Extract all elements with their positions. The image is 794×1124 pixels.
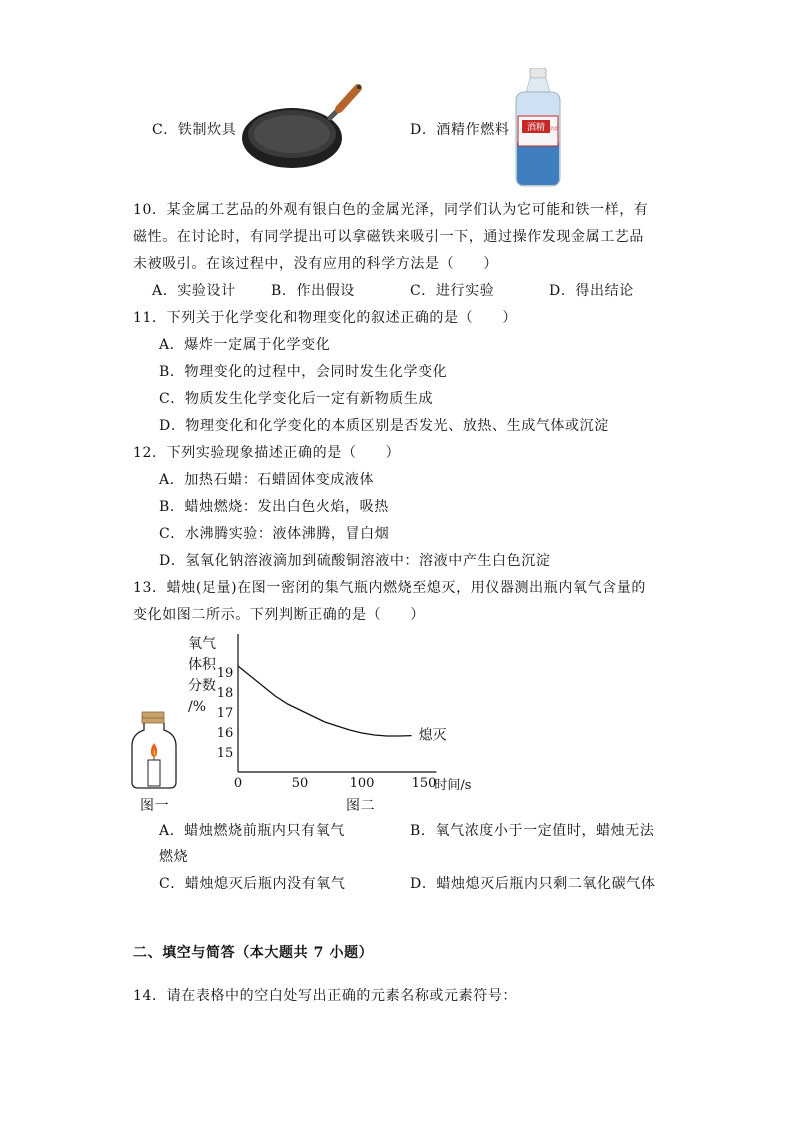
extinguish-annotation: 熄灭 [418, 727, 447, 744]
q9-option-c: C．铁制炊具 [152, 122, 237, 138]
q10-option-a: A．实验设计 [152, 283, 236, 299]
x-tick-label: 50 [291, 776, 309, 791]
q11-option-c: C．物质发生化学变化后一定有新物质生成 [159, 391, 434, 407]
q11-stem: 11．下列关于化学变化和物理变化的叙述正确的是（ ） [133, 310, 518, 326]
frying-pan-image [240, 80, 365, 175]
q12-option-a: A．加热石蜡：石蜡固体变成液体 [159, 472, 375, 488]
q12-option-d: D．氢氧化钠溶液滴加到硫酸铜溶液中：溶液中产生白色沉淀 [159, 553, 551, 569]
figure-2-label: 图二 [346, 798, 376, 814]
q12-stem: 12．下列实验现象描述正确的是（ ） [133, 445, 401, 461]
y-tick-label: 18 [216, 686, 234, 701]
q11-option-d: D．物理变化和化学变化的本质区别是否发光、放热、生成气体或沉淀 [159, 418, 609, 434]
y-axis-label-line: 分数 [188, 678, 216, 694]
q13-option-b: B．氧气浓度小于一定值时，蜡烛无法 [410, 823, 655, 839]
q10-stem-line-2: 磁性。在讨论时，有同学提出可以拿磁铁来吸引一下，通过操作发现金属工艺品 [133, 229, 644, 245]
q9-option-d: D．酒精作燃料 [410, 122, 510, 138]
q13-stem-line-1: 13．蜡烛(足量)在图一密闭的集气瓶内燃烧至熄灭，用仪器测出瓶内氧气含量的 [133, 580, 646, 596]
q13-option-b-continued: 燃烧 [159, 849, 189, 865]
x-tick-label: 150 [411, 776, 437, 791]
y-tick-label: 15 [216, 746, 234, 761]
alcohol-bottle-image [510, 68, 566, 188]
q13-stem-line-2: 变化如图二所示。下列判断正确的是（ ） [133, 607, 425, 623]
q11-option-a: A．爆炸一定属于化学变化 [159, 337, 331, 353]
q13-option-d: D．蜡烛熄灭后瓶内只剩二氧化碳气体 [410, 876, 656, 892]
q13-option-c: C．蜡烛熄灭后瓶内没有氧气 [159, 876, 346, 892]
x-axis-label: 时间/s [434, 778, 472, 793]
q11-option-b: B．物理变化的过程中，会同时发生化学变化 [159, 364, 448, 380]
q10-stem-line-3: 未被吸引。在该过程中，没有应用的科学方法是（ ） [133, 256, 498, 272]
q10-option-c: C．进行实验 [410, 283, 495, 299]
y-axis-label-line: /% [188, 699, 207, 715]
q14-stem: 14．请在表格中的空白处写出正确的元素名称或元素符号： [133, 988, 518, 1004]
bottle-label-small: 消毒 [550, 126, 558, 131]
y-axis-label-line: 体积 [188, 657, 216, 673]
figure-1-jar-candle [128, 710, 180, 790]
section-2-heading: 二、填空与简答（本大题共 7 小题） [133, 945, 374, 961]
y-tick-label: 16 [216, 726, 234, 741]
y-axis-label-line: 氧气 [188, 636, 216, 652]
q12-option-c: C．水沸腾实验：液体沸腾，冒白烟 [159, 526, 390, 542]
x-tick-label: 0 [233, 776, 243, 791]
figure-1-label: 图一 [140, 798, 170, 814]
q12-option-b: B．蜡烛燃烧：发出白色火焰，吸热 [159, 499, 389, 515]
figure-2-chart [180, 632, 520, 800]
x-tick-label: 100 [349, 776, 375, 791]
bottle-label-text: 酒精 [526, 123, 546, 133]
q10-stem-line-1: 10．某金属工艺品的外观有银白色的金属光泽，同学们认为它可能和铁一样，有 [133, 202, 649, 218]
q13-option-a: A．蜡烛燃烧前瓶内只有氧气 [159, 823, 345, 839]
y-tick-label: 17 [216, 706, 234, 721]
q10-option-d: D．得出结论 [549, 283, 634, 299]
q10-option-b: B．作出假设 [271, 283, 355, 299]
y-tick-label: 19 [216, 666, 234, 681]
oxygen-curve [238, 666, 412, 736]
